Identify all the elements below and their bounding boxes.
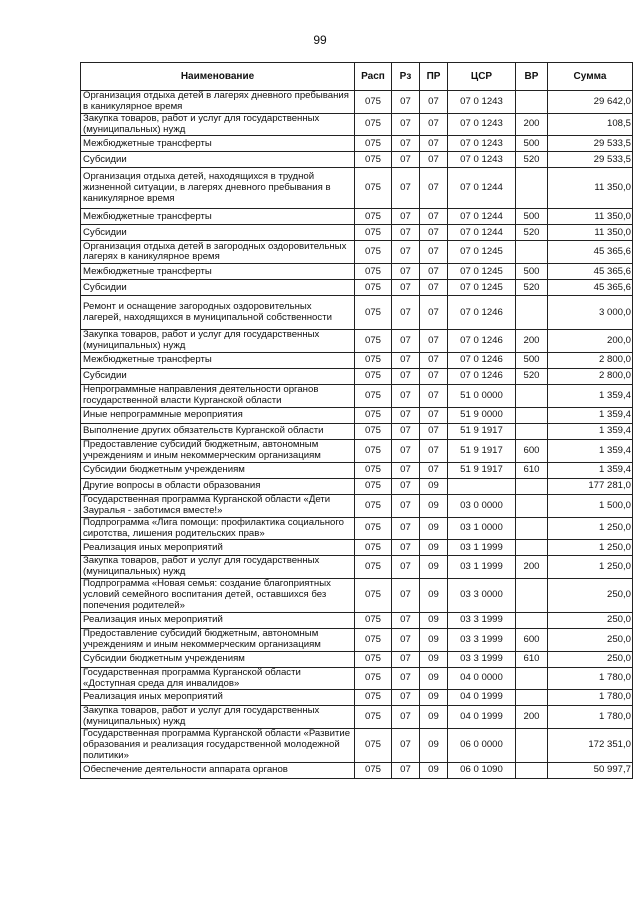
cell-pr: 07 [420,330,448,352]
header-rasp: Расп [355,63,392,91]
cell-rasp: 075 [355,540,392,556]
header-vr: ВР [516,63,548,91]
table-row [81,330,633,352]
cell-name: Государственная программа Курганской области «Дети Зауралья - заботимся вместе!» [81,494,355,517]
cell-vr [516,478,548,494]
cell-sum: 1 359,4 [548,423,633,439]
cell-vr: 500 [516,352,548,368]
cell-sum: 2 800,0 [548,368,633,384]
cell-sum: 1 780,0 [548,706,633,728]
cell-csr: 07 0 1245 [448,264,516,280]
cell-rz: 07 [392,352,420,368]
cell-pr: 09 [420,556,448,578]
cell-sum: 2 800,0 [548,352,633,368]
cell-sum: 29 533,5 [548,152,633,168]
cell-sum: 45 365,6 [548,241,633,264]
cell-rasp: 075 [355,384,392,407]
cell-name: Закупка товаров, работ и услуг для государственных (муниципальных) нужд [81,706,355,728]
cell-name: Ремонт и оснащение загородных оздоровительных лагерей, находящихся в муниципальной собственности [81,296,355,330]
cell-name: Субсидии [81,280,355,296]
cell-name: Другие вопросы в области образования [81,478,355,494]
table-row [81,296,633,330]
cell-pr: 09 [420,494,448,517]
cell-rasp: 075 [355,407,392,423]
cell-csr: 07 0 1246 [448,296,516,330]
cell-pr: 09 [420,517,448,539]
cell-sum: 250,0 [548,628,633,651]
table-row [81,556,633,578]
cell-sum: 1 359,4 [548,384,633,407]
cell-pr: 09 [420,762,448,778]
cell-sum: 11 350,0 [548,209,633,225]
cell-name: Реализация иных мероприятий [81,540,355,556]
cell-sum: 11 350,0 [548,225,633,241]
cell-rz: 07 [392,407,420,423]
cell-pr: 07 [420,168,448,209]
cell-rz: 07 [392,517,420,539]
cell-name: Закупка товаров, работ и услуг для государственных (муниципальных) нужд [81,114,355,136]
cell-name: Обеспечение деятельности аппарата органов [81,762,355,778]
table-row [81,690,633,706]
cell-vr: 500 [516,136,548,152]
cell-pr: 09 [420,728,448,762]
table-row [81,517,633,539]
cell-csr: 07 0 1245 [448,280,516,296]
cell-rasp: 075 [355,612,392,628]
table-row [81,209,633,225]
cell-rasp: 075 [355,280,392,296]
cell-rz: 07 [392,91,420,114]
cell-vr: 610 [516,651,548,667]
cell-csr: 03 1 0000 [448,517,516,539]
cell-vr [516,91,548,114]
cell-vr [516,494,548,517]
cell-sum: 11 350,0 [548,168,633,209]
table-row [81,494,633,517]
cell-rz: 07 [392,423,420,439]
cell-rasp: 075 [355,517,392,539]
cell-csr: 07 0 1246 [448,330,516,352]
cell-rz: 07 [392,462,420,478]
cell-sum: 172 351,0 [548,728,633,762]
cell-csr: 03 3 0000 [448,578,516,612]
table-header-row [81,63,633,91]
budget-table [80,62,633,779]
cell-rasp: 075 [355,241,392,264]
cell-pr: 07 [420,136,448,152]
cell-rz: 07 [392,241,420,264]
table-row [81,651,633,667]
cell-rz: 07 [392,478,420,494]
cell-rz: 07 [392,494,420,517]
cell-sum: 50 997,7 [548,762,633,778]
cell-rasp: 075 [355,762,392,778]
cell-name: Организация отдыха детей, находящихся в трудной жизненной ситуации, в лагерях дневного пребывания в каникулярное время [81,168,355,209]
cell-name: Субсидии бюджетным учреждениям [81,651,355,667]
table-row [81,612,633,628]
cell-rz: 07 [392,330,420,352]
table-row [81,136,633,152]
table-row [81,352,633,368]
cell-pr: 09 [420,612,448,628]
cell-csr: 07 0 1243 [448,152,516,168]
cell-rz: 07 [392,612,420,628]
cell-name: Иные непрограммные мероприятия [81,407,355,423]
cell-sum: 3 000,0 [548,296,633,330]
cell-csr: 07 0 1243 [448,91,516,114]
cell-rasp: 075 [355,690,392,706]
cell-sum: 1 250,0 [548,540,633,556]
cell-rz: 07 [392,728,420,762]
cell-rz: 07 [392,690,420,706]
table-row [81,168,633,209]
cell-sum: 250,0 [548,651,633,667]
table-row [81,462,633,478]
cell-vr: 610 [516,462,548,478]
cell-rasp: 075 [355,667,392,689]
cell-csr: 07 0 1245 [448,241,516,264]
table-row [81,225,633,241]
cell-sum: 1 250,0 [548,517,633,539]
cell-name: Реализация иных мероприятий [81,612,355,628]
table-row [81,368,633,384]
cell-rz: 07 [392,706,420,728]
cell-pr: 07 [420,91,448,114]
cell-pr: 07 [420,296,448,330]
cell-csr: 07 0 1246 [448,352,516,368]
table-row [81,91,633,114]
table-row [81,241,633,264]
cell-vr: 600 [516,628,548,651]
cell-sum: 45 365,6 [548,280,633,296]
cell-rasp: 075 [355,462,392,478]
table-row [81,280,633,296]
cell-pr: 07 [420,225,448,241]
cell-csr: 03 3 1999 [448,651,516,667]
cell-rasp: 075 [355,168,392,209]
cell-pr: 07 [420,280,448,296]
cell-sum: 1 780,0 [548,690,633,706]
page-number: 99 [313,33,327,47]
cell-name: Субсидии бюджетным учреждениям [81,462,355,478]
cell-pr: 07 [420,352,448,368]
table-row [81,407,633,423]
cell-rz: 07 [392,225,420,241]
cell-pr: 07 [420,423,448,439]
cell-sum: 1 359,4 [548,439,633,462]
cell-csr: 07 0 1244 [448,225,516,241]
cell-sum: 250,0 [548,612,633,628]
cell-pr: 09 [420,651,448,667]
cell-rz: 07 [392,667,420,689]
cell-pr: 07 [420,241,448,264]
cell-rz: 07 [392,556,420,578]
cell-pr: 07 [420,114,448,136]
cell-vr [516,296,548,330]
cell-vr [516,384,548,407]
cell-name: Государственная программа Курганской области «Развитие образования и реализация государственной молодежной политики» [81,728,355,762]
cell-vr: 200 [516,114,548,136]
cell-sum: 29 533,5 [548,136,633,152]
cell-rz: 07 [392,368,420,384]
cell-name: Закупка товаров, работ и услуг для государственных (муниципальных) нужд [81,330,355,352]
cell-rasp: 075 [355,152,392,168]
cell-vr: 200 [516,330,548,352]
cell-rz: 07 [392,209,420,225]
cell-csr: 04 0 1999 [448,690,516,706]
cell-vr [516,762,548,778]
table-row [81,423,633,439]
cell-vr [516,517,548,539]
cell-pr: 07 [420,368,448,384]
cell-sum: 1 250,0 [548,556,633,578]
table-row [81,264,633,280]
table-row [81,114,633,136]
cell-csr: 51 9 0000 [448,407,516,423]
cell-pr: 09 [420,478,448,494]
cell-vr [516,407,548,423]
cell-rz: 07 [392,114,420,136]
cell-rz: 07 [392,136,420,152]
cell-csr [448,478,516,494]
cell-rz: 07 [392,296,420,330]
table-row [81,578,633,612]
table-row [81,384,633,407]
cell-vr: 520 [516,225,548,241]
cell-csr: 03 3 1999 [448,612,516,628]
cell-vr [516,241,548,264]
cell-rasp: 075 [355,578,392,612]
cell-vr: 500 [516,264,548,280]
cell-sum: 200,0 [548,330,633,352]
cell-csr: 03 3 1999 [448,628,516,651]
cell-name: Закупка товаров, работ и услуг для государственных (муниципальных) нужд [81,556,355,578]
table-row [81,478,633,494]
cell-name: Предоставление субсидий бюджетным, автономным учреждениям и иным некоммерческим организациям [81,628,355,651]
cell-vr [516,423,548,439]
cell-rasp: 075 [355,296,392,330]
cell-csr: 07 0 1244 [448,168,516,209]
cell-sum: 108,5 [548,114,633,136]
cell-name: Непрограммные направления деятельности органов государственной власти Курганской области [81,384,355,407]
cell-vr [516,612,548,628]
cell-rasp: 075 [355,439,392,462]
cell-vr: 520 [516,368,548,384]
cell-name: Межбюджетные трансферты [81,209,355,225]
cell-name: Выполнение других обязательств Курганской области [81,423,355,439]
cell-rasp: 075 [355,368,392,384]
cell-name: Организация отдыха детей в загородных оздоровительных лагерях в каникулярное время [81,241,355,264]
cell-csr: 07 0 1243 [448,136,516,152]
cell-csr: 07 0 1246 [448,368,516,384]
header-name: Наименование [81,63,355,91]
cell-vr: 200 [516,556,548,578]
cell-sum: 1 500,0 [548,494,633,517]
header-sum: Сумма [548,63,633,91]
cell-name: Субсидии [81,152,355,168]
cell-vr [516,728,548,762]
table-row [81,152,633,168]
cell-name: Реализация иных мероприятий [81,690,355,706]
cell-rz: 07 [392,651,420,667]
cell-vr: 520 [516,152,548,168]
cell-pr: 09 [420,540,448,556]
cell-pr: 09 [420,667,448,689]
cell-vr [516,667,548,689]
cell-name: Межбюджетные трансферты [81,352,355,368]
cell-rasp: 075 [355,114,392,136]
cell-rasp: 075 [355,423,392,439]
cell-vr: 500 [516,209,548,225]
cell-csr: 03 1 1999 [448,540,516,556]
cell-vr: 200 [516,706,548,728]
cell-rasp: 075 [355,728,392,762]
cell-rz: 07 [392,168,420,209]
cell-rz: 07 [392,152,420,168]
cell-pr: 09 [420,628,448,651]
cell-pr: 07 [420,264,448,280]
cell-rasp: 075 [355,330,392,352]
cell-csr: 07 0 1244 [448,209,516,225]
cell-sum: 29 642,0 [548,91,633,114]
cell-csr: 06 0 1090 [448,762,516,778]
cell-rasp: 075 [355,352,392,368]
cell-sum: 45 365,6 [548,264,633,280]
cell-sum: 250,0 [548,578,633,612]
cell-name: Межбюджетные трансферты [81,136,355,152]
cell-rasp: 075 [355,556,392,578]
cell-rasp: 075 [355,264,392,280]
cell-sum: 1 359,4 [548,462,633,478]
header-pr: ПР [420,63,448,91]
cell-pr: 07 [420,152,448,168]
cell-csr: 03 1 1999 [448,556,516,578]
cell-csr: 51 0 0000 [448,384,516,407]
table-row [81,540,633,556]
cell-pr: 07 [420,407,448,423]
cell-csr: 04 0 0000 [448,667,516,689]
cell-name: Субсидии [81,368,355,384]
cell-rasp: 075 [355,706,392,728]
cell-vr [516,578,548,612]
cell-rasp: 075 [355,209,392,225]
cell-rz: 07 [392,280,420,296]
cell-rasp: 075 [355,225,392,241]
cell-sum: 177 281,0 [548,478,633,494]
cell-pr: 09 [420,690,448,706]
cell-vr [516,690,548,706]
cell-sum: 1 780,0 [548,667,633,689]
cell-rasp: 075 [355,136,392,152]
cell-rasp: 075 [355,494,392,517]
table-row [81,628,633,651]
cell-name: Субсидии [81,225,355,241]
cell-sum: 1 359,4 [548,407,633,423]
cell-name: Организация отдыха детей в лагерях дневного пребывания в каникулярное время [81,91,355,114]
cell-name: Межбюджетные трансферты [81,264,355,280]
cell-rz: 07 [392,578,420,612]
cell-pr: 07 [420,462,448,478]
table-row [81,439,633,462]
cell-pr: 09 [420,706,448,728]
cell-rz: 07 [392,384,420,407]
table-row [81,762,633,778]
cell-rz: 07 [392,628,420,651]
cell-vr [516,540,548,556]
cell-csr: 03 0 0000 [448,494,516,517]
cell-pr: 09 [420,578,448,612]
cell-rz: 07 [392,439,420,462]
cell-rasp: 075 [355,478,392,494]
cell-vr: 600 [516,439,548,462]
cell-csr: 07 0 1243 [448,114,516,136]
cell-csr: 51 9 1917 [448,462,516,478]
cell-rasp: 075 [355,651,392,667]
cell-pr: 07 [420,439,448,462]
cell-rz: 07 [392,540,420,556]
cell-rasp: 075 [355,628,392,651]
cell-pr: 07 [420,384,448,407]
table-row [81,728,633,762]
cell-rz: 07 [392,762,420,778]
cell-csr: 51 9 1917 [448,439,516,462]
cell-vr: 520 [516,280,548,296]
cell-csr: 51 9 1917 [448,423,516,439]
cell-name: Предоставление субсидий бюджетным, автономным учреждениям и иным некоммерческим организациям [81,439,355,462]
cell-csr: 04 0 1999 [448,706,516,728]
cell-name: Подпрограмма «Лига помощи: профилактика социального сиротства, лишения родительских прав» [81,517,355,539]
cell-name: Подпрограмма «Новая семья: создание благоприятных условий семейного воспитания детей, оставшихся без попечения родителей» [81,578,355,612]
cell-rasp: 075 [355,91,392,114]
cell-name: Государственная программа Курганской области «Доступная среда для инвалидов» [81,667,355,689]
header-rz: Рз [392,63,420,91]
table-row [81,706,633,728]
header-csr: ЦСР [448,63,516,91]
table-row [81,667,633,689]
cell-pr: 07 [420,209,448,225]
cell-vr [516,168,548,209]
cell-rz: 07 [392,264,420,280]
cell-csr: 06 0 0000 [448,728,516,762]
